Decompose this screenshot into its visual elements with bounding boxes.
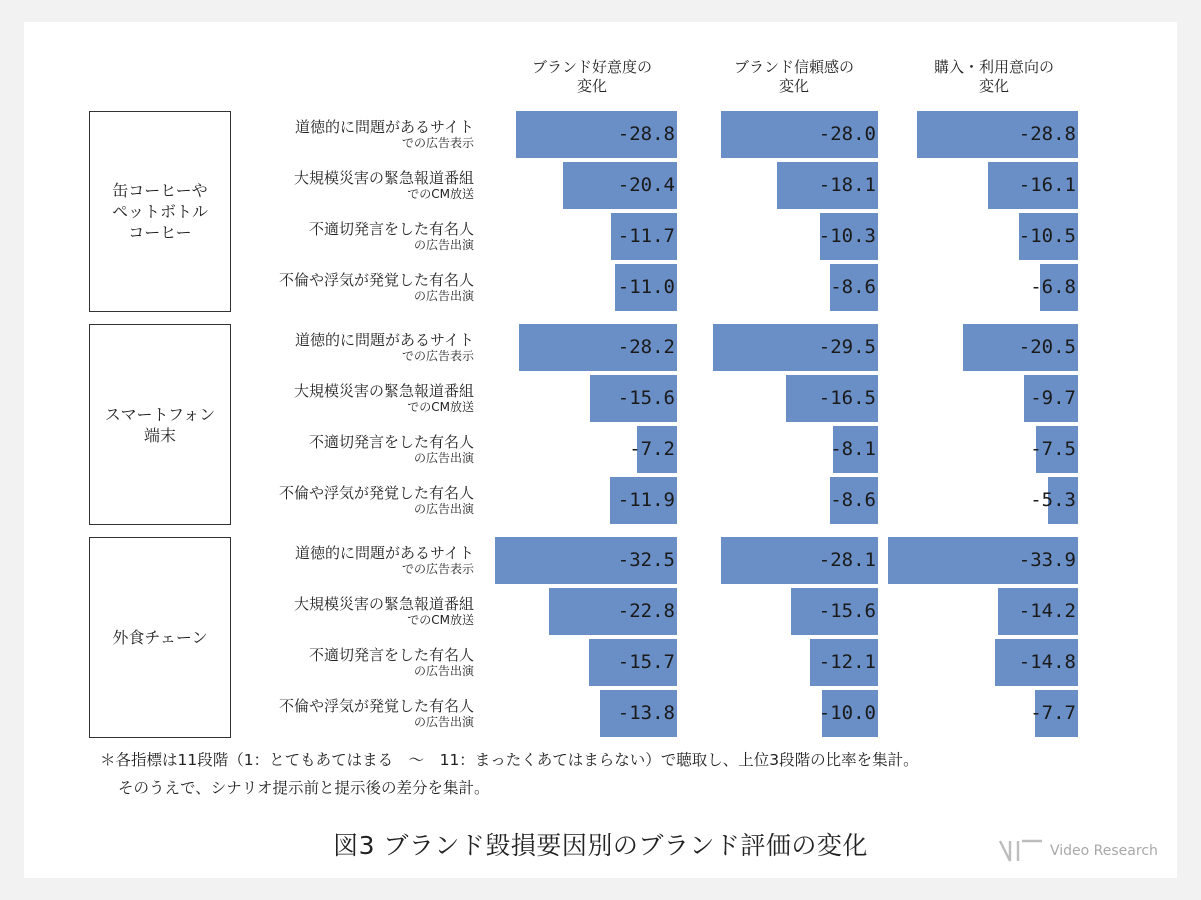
bar-value-label: -16.1: [1018, 174, 1076, 196]
bar-value-label: -10.5: [1018, 225, 1076, 247]
bar-value-label: -32.5: [617, 549, 675, 571]
row-label-sub: でのCM放送: [407, 613, 474, 627]
row-label-sub: の広告出演: [413, 664, 474, 678]
bar-value-label: -7.7: [1030, 702, 1076, 724]
row-label-sub: の広告出演: [413, 451, 474, 465]
row-label-main: 大規模災害の緊急報道番組: [293, 169, 474, 187]
row-label: [234, 170, 474, 201]
bar-value-label: -14.8: [1018, 651, 1076, 673]
bar-value-label: -22.8: [617, 600, 675, 622]
column-header-1: ブランド好意度の 変化: [531, 58, 652, 95]
video-research-mark-icon: [998, 838, 1044, 864]
note-line-2: そのうえで、シナリオ提示前と提示後の差分を集計。: [118, 779, 490, 797]
bar-value-label: -20.5: [1018, 336, 1076, 358]
row-label-main: 大規模災害の緊急報道番組: [293, 595, 474, 613]
video-research-logo: [998, 838, 1158, 864]
figure-title: 図3 ブランド毀損要因別のブランド評価の変化: [333, 831, 868, 860]
bar-value-label: -28.2: [617, 336, 675, 358]
row-label: [234, 332, 474, 363]
row-label-main: 大規模災害の緊急報道番組: [293, 382, 474, 400]
column-header-3: 購入・利用意向の 変化: [933, 58, 1054, 95]
row-label: [234, 647, 474, 678]
row-label: [234, 698, 474, 729]
row-label-sub: でのCM放送: [407, 187, 474, 201]
bar-value-label: -8.6: [830, 489, 876, 511]
row-label-sub: の広告出演: [413, 289, 474, 303]
row-label-main: 不適切発言をした有名人: [308, 646, 474, 664]
bar-value-label: -5.3: [1030, 489, 1076, 511]
bar-value-label: -15.6: [617, 387, 675, 409]
bar-value-label: -10.3: [818, 225, 876, 247]
row-label-main: 道徳的に問題があるサイト: [295, 331, 474, 349]
bar-value-label: -13.8: [617, 702, 675, 724]
column-header-2: ブランド信頼感の 変化: [733, 58, 854, 95]
bar-value-label: -28.0: [818, 123, 876, 145]
bar-value-label: -15.7: [617, 651, 675, 673]
row-label-main: 不倫や浮気が発覚した有名人: [278, 271, 474, 289]
row-label-main: 不適切発言をした有名人: [308, 220, 474, 238]
row-label-sub: の広告出演: [413, 715, 474, 729]
bar-value-label: -28.8: [617, 123, 675, 145]
row-label-main: 道徳的に問題があるサイト: [295, 544, 474, 562]
row-label: [234, 545, 474, 576]
bar-value-label: -7.2: [629, 438, 675, 460]
bar-value-label: -10.0: [818, 702, 876, 724]
logo-text: Video Research: [1050, 843, 1158, 859]
bar-value-label: -14.2: [1018, 600, 1076, 622]
row-label-sub: での広告表示: [401, 349, 474, 363]
row-label-sub: での広告表示: [401, 136, 474, 150]
row-label: [234, 383, 474, 414]
bar-value-label: -16.5: [818, 387, 876, 409]
bar-value-label: -29.5: [818, 336, 876, 358]
bar-value-label: -28.8: [1018, 123, 1076, 145]
group-box-2: スマートフォン 端末: [89, 324, 231, 525]
row-label-main: 不適切発言をした有名人: [308, 433, 474, 451]
row-label-sub: の広告出演: [413, 502, 474, 516]
bar-value-label: -20.4: [617, 174, 675, 196]
bar-value-label: -18.1: [818, 174, 876, 196]
bar-value-label: -15.6: [818, 600, 876, 622]
row-label-main: 道徳的に問題があるサイト: [295, 118, 474, 136]
bar-value-label: -8.1: [830, 438, 876, 460]
bar-value-label: -12.1: [818, 651, 876, 673]
row-label-sub: でのCM放送: [407, 400, 474, 414]
bar-value-label: -11.7: [617, 225, 675, 247]
row-label-sub: の広告出演: [413, 238, 474, 252]
bar-value-label: -8.6: [830, 276, 876, 298]
row-label: [234, 434, 474, 465]
row-label-main: 不倫や浮気が発覚した有名人: [278, 697, 474, 715]
bar-value-label: -11.9: [617, 489, 675, 511]
bar-value-label: -7.5: [1030, 438, 1076, 460]
row-label: [234, 119, 474, 150]
row-label: [234, 596, 474, 627]
bar-value-label: -9.7: [1030, 387, 1076, 409]
row-label: [234, 272, 474, 303]
bar-value-label: -11.0: [617, 276, 675, 298]
row-label: [234, 221, 474, 252]
note-line-1: ＊各指標は11段階（1：とてもあてはまる ～ 11：まったくあてはまらない）で聴取し、上位3段階の比率を集計。: [100, 751, 919, 769]
row-label: [234, 485, 474, 516]
group-box-3: 外食チェーン: [89, 537, 231, 738]
bar-value-label: -33.9: [1018, 549, 1076, 571]
bar-value-label: -6.8: [1030, 276, 1076, 298]
row-label-sub: での広告表示: [401, 562, 474, 576]
bar-value-label: -28.1: [818, 549, 876, 571]
group-box-1: 缶コーヒーや ペットボトル コーヒー: [89, 111, 231, 312]
row-label-main: 不倫や浮気が発覚した有名人: [278, 484, 474, 502]
